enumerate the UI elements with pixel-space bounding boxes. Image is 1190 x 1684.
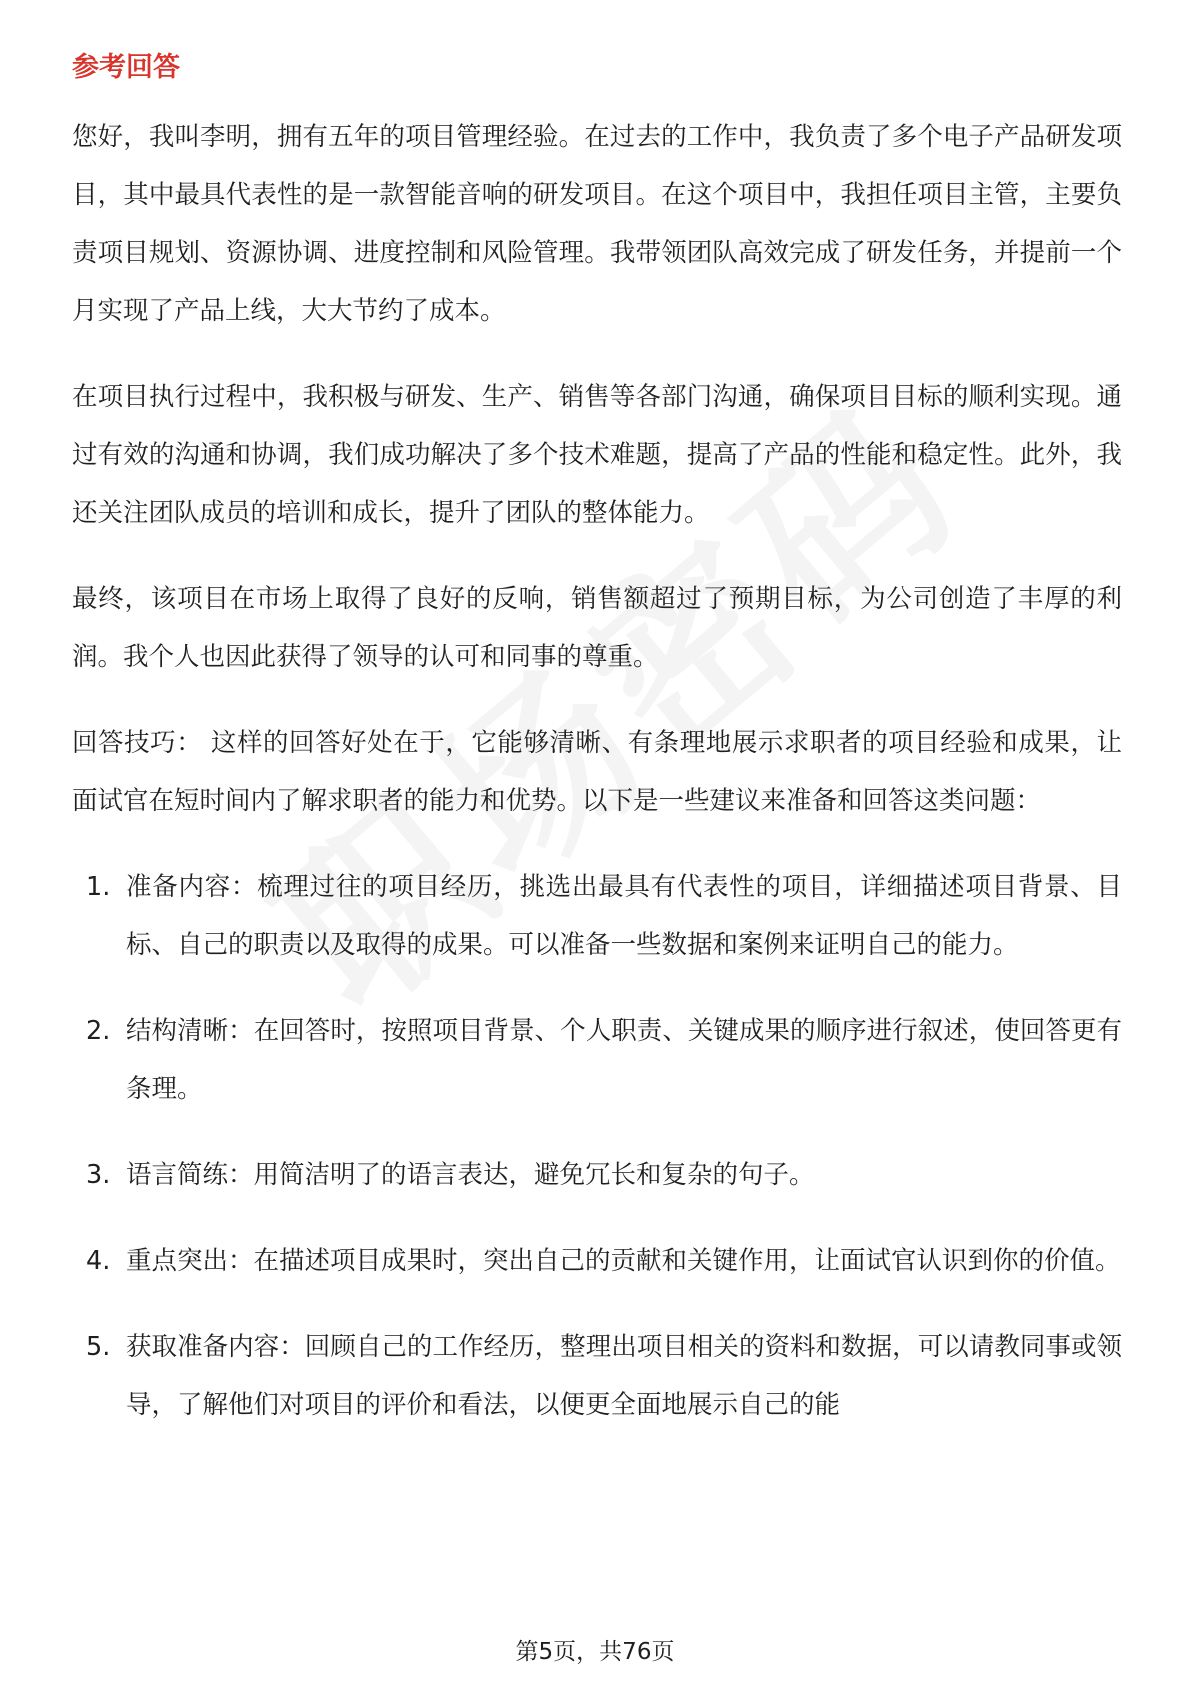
list-item-number: 1.: [86, 872, 111, 902]
list-item: [72, 1002, 1122, 1118]
list-item-text: 获取准备内容：回顾自己的工作经历，整理出项目相关的资料和数据，可以请教同事或领导，了解他们对项目的评价和看法，以便更全面地展示自己的能: [126, 1332, 1122, 1420]
list-item: [72, 1232, 1122, 1290]
answer-paragraph-2: 在项目执行过程中，我积极与研发、生产、销售等各部门沟通，确保项目目标的顺利实现。通过有效的沟通和协调，我们成功解决了多个技术难题，提高了产品的性能和稳定性。此外，我还关注团队成员的培训和成长，提升了团队的整体能力。: [72, 382, 1122, 528]
list-item-number: 2.: [86, 1016, 111, 1046]
list-item-text: 重点突出：在描述项目成果时，突出自己的贡献和关键作用，让面试官认识到你的价值。: [126, 1246, 1121, 1276]
tips-list: [72, 858, 1122, 1434]
document-body: [72, 48, 1122, 1462]
list-item-text: 准备内容：梳理过往的项目经历，挑选出最具有代表性的项目，详细描述项目背景、目标、自己的职责以及取得的成果。可以准备一些数据和案例来证明自己的能力。: [126, 872, 1122, 960]
section-heading: 参考回答: [72, 52, 180, 83]
list-item-number: 5.: [86, 1332, 111, 1362]
list-item-number: 3.: [86, 1160, 111, 1190]
list-item: [72, 858, 1122, 974]
list-item-number: 4.: [86, 1246, 111, 1276]
answer-paragraph-1: 您好，我叫李明，拥有五年的项目管理经验。在过去的工作中，我负责了多个电子产品研发项目，其中最具代表性的是一款智能音响的研发项目。在这个项目中，我担任项目主管，主要负责项目规划、资源协调、进度控制和风险管理。我带领团队高效完成了研发任务，并提前一个月实现了产品上线，大大节约了成本。: [72, 122, 1122, 326]
page-number: 第5页，共76页: [515, 1639, 675, 1665]
list-item: [72, 1318, 1122, 1434]
list-item-text: 语言简练：用简洁明了的语言表达，避免冗长和复杂的句子。: [126, 1160, 815, 1190]
answer-paragraph-3: 最终，该项目在市场上取得了良好的反响，销售额超过了预期目标，为公司创造了丰厚的利润。我个人也因此获得了领导的认可和同事的尊重。: [72, 584, 1122, 672]
list-item: [72, 1146, 1122, 1204]
list-item-text: 结构清晰：在回答时，按照项目背景、个人职责、关键成果的顺序进行叙述，使回答更有条理。: [126, 1016, 1122, 1104]
tips-intro-paragraph: 回答技巧： 这样的回答好处在于，它能够清晰、有条理地展示求职者的项目经验和成果，让面试官在短时间内了解求职者的能力和优势。以下是一些建议来准备和回答这类问题：: [72, 728, 1122, 816]
